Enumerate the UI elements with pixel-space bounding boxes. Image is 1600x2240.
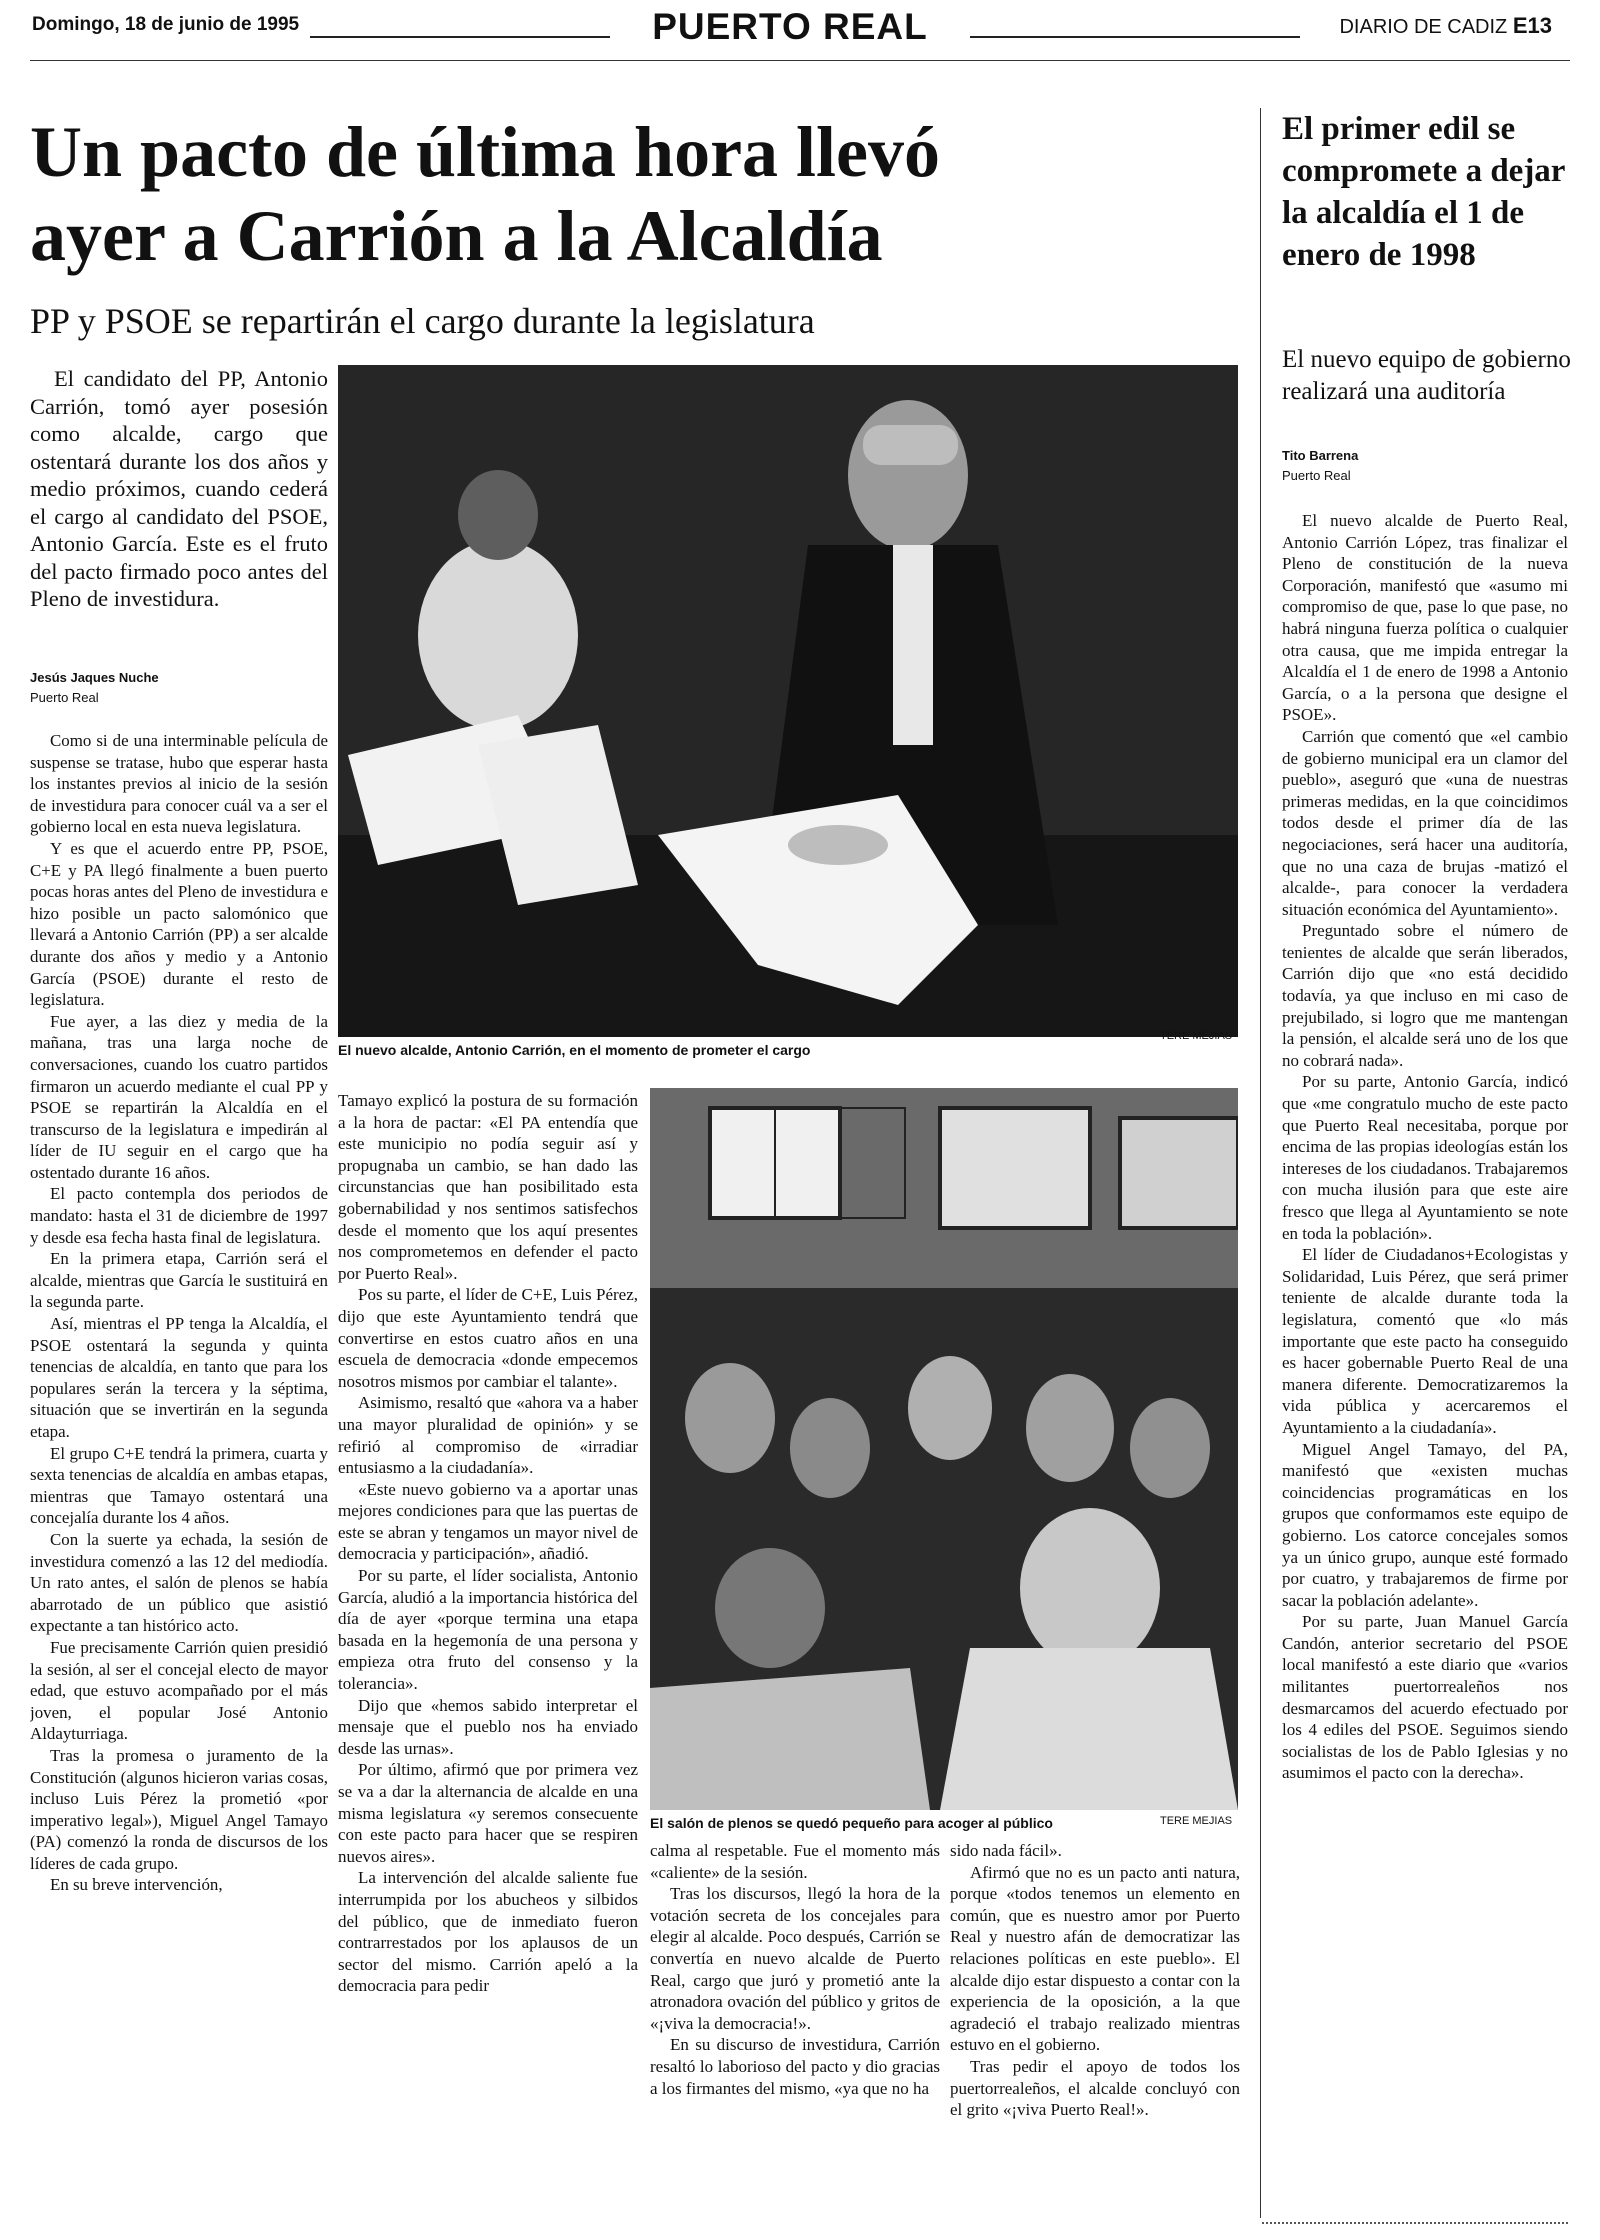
column-2-paragraph: Tamayo explicó la postura de su formación a la hora de pactar: «El PA entendía que este municipio no podía seguir así y propugnaba un cambio, se han dado las circunstancias que han posibilitado esta gobernabilidad y nos sentimos satisfechos desde el momento que los aquí presentes nos comprometemos en defender el pacto por Puerto Real». xyxy=(338,1091,638,1283)
article-location: Puerto Real xyxy=(30,690,99,705)
column-2-paragraph: Por último, afirmó que por primera vez se va a dar la alternancia de alcalde en una misma legislatura «y seremos consecuente con este pacto para hacer que se respiren nuevos aires». xyxy=(338,1760,638,1866)
sidebar-paragraph: Por su parte, Antonio García, indicó que «me congratulo mucho de este pacto que Puerto Real necesitaba, porque por encima de las propias ideologías están los intereses de los ciudadanos. Trabajaremos con mucha ilusión para que este aire fresco que llega al Ayuntamiento se note en toda la población». xyxy=(1282,1072,1568,1243)
column-1-paragraph: En su breve intervención, xyxy=(50,1875,223,1895)
column-4-paragraph: Tras pedir el apoyo de todos los puertorrealeños, el alcalde concluyó con el grito «¡viva Puerto Real!». xyxy=(950,2056,1240,2120)
photo-audience-credit: TERE MEJIAS xyxy=(1160,1815,1233,1827)
column-2-paragraph: Asimismo, resaltó que «ahora va a haber una mayor pluralidad de opinión» y se refirió al compromiso de «irradiar entusiasmo a la ciudadanía». xyxy=(338,1393,638,1478)
column-1-paragraph: El grupo C+E tendrá la primera, cuarta y sexta tenencias de alcaldía en ambas etapas, mientras que Tamayo ostentará una concejalía durante los 4 años. xyxy=(30,1443,328,1528)
column-4-paragraph: sido nada fácil». xyxy=(950,1841,1062,1860)
masthead-date: Domingo, 18 de junio de 1995 xyxy=(32,14,300,35)
column-2-paragraph: La intervención del alcalde saliente fue interrumpida por los abucheos y silbidos del público, que de inmediato fueron contrarrestados por los aplausos de un sector del mismo. Carrión apeló a la democracia para pedir xyxy=(338,1868,638,1996)
sidebar-paragraph: El nuevo alcalde de Puerto Real, Antonio Carrión López, tras finalizar el Pleno de constitución de la nueva Corporación, manifestó que «asumo mi compromiso de que, pase lo que pase, no habrá ninguna fuerza política o cualquier otra causa, que me impida entregar la Alcaldía el 1 de enero de 1998 a Antonio García, o a la persona que designe el PSOE». xyxy=(1282,511,1568,725)
column-2-paragraph: Por su parte, el líder socialista, Antonio García, aludió a la importancia histórica del día de ayer «porque termina una etapa basada en la hegemonía de una persona y empieza otra fruto del consenso y la tolerancia». xyxy=(338,1566,638,1694)
photo-audience xyxy=(650,1088,1238,1810)
article-author: Jesús Jaques Nuche xyxy=(30,670,159,685)
column-1-paragraph: Tras la promesa o juramento de la Constitución (algunos hicieron varias cosas, incluso Luis Pérez la prometió «por imperativo legal»), Miguel Angel Tamayo (PA) comenzó la ronda de discursos de los líderes de cada grupo. xyxy=(30,1745,328,1873)
article-column-2 xyxy=(338,1090,638,2225)
photo-mayor-oath xyxy=(338,365,1238,1037)
sidebar-paragraph: Miguel Angel Tamayo, del PA, manifestó que «existen muchas coincidencias programáticas en los grupos que conformamos este equipo de gobierno. Los catorce concejales somos ya un único grupo, aunque esté formado por cuatro, y trabajaremos de firme por sacar la población adelante». xyxy=(1282,1439,1568,1610)
sidebar-paragraph: Por su parte, Juan Manuel García Candón, anterior secretario del PSOE local manifestó a este diario que «varios militantes puertorrealeños nos desmarcamos del acuerdo efectuado por los 4 ediles del PSOE. Seguimos siendo socialistas de los de Pablo Iglesias y no asumimos el pacto con la derecha». xyxy=(1282,1612,1568,1783)
sidebar-paragraph: Carrión que comentó que «el cambio de gobierno municipal era un clamor del pueblo», aseguró que «una de nuestras primeras medidas, en la que coincidimos todos desde el primer día de las negociaciones, será hacer una auditoría, que no una caza de brujas -matizó el alcalde-, para conocer la verdadera situación económica del Ayuntamiento». xyxy=(1282,726,1568,919)
sidebar-body xyxy=(1282,510,1568,2218)
headline-line-1: Un pacto de última hora llevó xyxy=(30,112,940,192)
masthead-paper-name: DIARIO DE CADIZ xyxy=(1339,16,1508,38)
column-4-paragraph: Afirmó que no es un pacto anti natura, porque «todos tenemos un elemento en común, que es nuestro amor por Puerto Real y nuestro afán de democratizar las relaciones políticas en este pueblo». El alcalde dijo estar dispuesto a contar con la experiencia de la oposición, a la que agradeció el trabajo realizado mientras estuvo en el gobierno. xyxy=(950,1862,1240,2055)
column-2-paragraph: «Este nuevo gobierno va a aportar unas mejores condiciones para que las puertas de este se abran y tengamos un mayor nivel de democracia y participación», añadió. xyxy=(338,1479,638,1564)
column-1-paragraph: Fue precisamente Carrión quien presidió la sesión, al ser el concejal electo de mayor edad, que estuvo acompañado por el más joven, el popular José Antonio Aldayturriaga. xyxy=(30,1637,328,1744)
sidebar-location: Puerto Real xyxy=(1282,468,1351,483)
column-2-paragraph: Dijo que «hemos sabido interpretar el mensaje que el pueblo nos ha enviado desde las urnas». xyxy=(338,1695,638,1758)
article-subhead: PP y PSOE se repartirán el cargo durante la legislatura xyxy=(30,301,815,341)
column-1-paragraph: Así, mientras el PP tenga la Alcaldía, el PSOE ostentará la segunda y quinta tenencias de alcaldía, en tanto que para los populares serán la tercera y la séptima, situación que se invertirán en la segunda etapa. xyxy=(30,1314,328,1441)
article-headline xyxy=(30,110,1230,278)
sidebar-paragraph: Preguntado sobre el número de tenientes de alcalde que serán liberados, Carrión dijo que «no está decidido todavía, ya que incluso en mi caso de prejubilado, si logro que me mantengan la pensión, el alcalde será uno de los que no cobrará nada». xyxy=(1282,921,1568,1070)
photo-audience-image xyxy=(650,1088,1238,1810)
sidebar-paragraph: El líder de Ciudadanos+Ecologistas y Solidaridad, Luis Pérez, que será primer teniente de alcalde durante toda la legislatura, comentó que «lo más importante que este pacto ha conseguido es hacer gobernable Puerto Real de una manera diferente. Democratizaremos la vida pública y acercaremos el Ayuntamiento a la ciudadanía». xyxy=(1282,1245,1568,1437)
column-1-paragraph: Y es que el acuerdo entre PP, PSOE, C+E y PA llegó finalmente a buen puerto pocas horas antes del Pleno de investidura e hizo posible un pacto salomónico que llevará a Antonio Carrión (PP) a ser alcalde durante dos años y medio y a Antonio García (PSOE) durante el resto de legislatura. xyxy=(30,838,328,1010)
photo-mayor-oath-image xyxy=(338,365,1238,1037)
photo-mayor-oath-credit: TERE MEJIAS xyxy=(1160,1030,1233,1042)
masthead-section: PUERTO REAL xyxy=(652,6,928,47)
column-3-paragraph: calma al respetable. Fue el momento más «caliente» de la sesión. xyxy=(650,1841,940,1882)
sidebar-bottom-rule xyxy=(1262,2222,1568,2224)
column-1-paragraph: Fue ayer, a las diez y media de la mañana, tras una larga noche de conversaciones, cuando los cuatro partidos firmaron un acuerdo mediante el cual PP y PSOE se repartirán la Alcaldía en el transcurso de la legislatura e impedirán al líder de IU seguir en el cargo que ha ostentado durante 16 años. xyxy=(30,1011,328,1182)
column-1-paragraph: El pacto contempla dos periodos de mandato: hasta el 31 de diciembre de 1997 y desde esa fecha hasta final de legislatura. xyxy=(30,1184,328,1247)
column-2-paragraph: Pos su parte, el líder de C+E, Luis Pérez, dijo que este Ayuntamiento tendrá que convertirse en estos cuatro años en una escuela de democracia «donde empecemos nosotros mismos por cambiar el talante». xyxy=(338,1285,638,1391)
masthead-paper xyxy=(1339,13,1552,39)
sidebar-author: Tito Barrena xyxy=(1282,448,1359,463)
photo-audience-caption: El salón de plenos se quedó pequeño para acoger al público xyxy=(650,1815,1053,1831)
photo-mayor-oath-caption: El nuevo alcalde, Antonio Carrión, en el momento de prometer el cargo xyxy=(338,1042,811,1058)
sidebar-headline: El primer edil se compromete a dejar la alcaldía el 1 de enero de 1998 xyxy=(1282,111,1565,273)
column-1-paragraph: En la primera etapa, Carrión será el alcalde, mientras que García le sustituirá en la segunda parte. xyxy=(30,1249,328,1312)
article-lead: El candidato del PP, Antonio Carrión, tomó ayer posesión como alcalde, cargo que ostentará durante los dos años y medio próximos, cuando cederá el cargo al candidato del PSOE, Antonio García. Este es el fruto del pacto firmado poco antes del Pleno de investidura. xyxy=(30,366,328,611)
headline-line-2: ayer a Carrión a la Alcaldía xyxy=(30,196,883,276)
masthead-page-number: E13 xyxy=(1512,13,1552,38)
masthead-divider xyxy=(30,60,1570,61)
column-1-paragraph: Con la suerte ya echada, la sesión de investidura comenzó a las 12 del mediodía. Un rato antes, el salón de plenos se había abarrotado de un público que asistió expectante a tan histórico acto. xyxy=(30,1529,328,1636)
article-column-3 xyxy=(650,1840,940,2225)
column-3-paragraph: En su discurso de investidura, Carrión resaltó lo laborioso del pacto y dio gracias a los firmantes del mismo, «ya que no ha xyxy=(650,2035,940,2098)
article-column-1 xyxy=(30,730,328,2225)
column-3-paragraph: Tras los discursos, llegó la hora de la votación secreta de los concejales para elegir al alcalde. Poco después, Carrión se convertía en nuevo alcalde de Puerto Real, cargo que juró y prometió ante la atronadora ovación del público y gritos de «¡viva la democracia!». xyxy=(650,1884,940,2033)
article-column-4 xyxy=(950,1840,1240,2225)
sidebar-divider xyxy=(1260,108,1261,2218)
column-1-paragraph: Como si de una interminable película de suspense se tratase, hubo que esperar hasta los instantes previos al inicio de la sesión de investidura para conocer cuál va a ser el gobierno local en esta nueva legislatura. xyxy=(30,731,328,837)
sidebar-deck: El nuevo equipo de gobierno realizará una auditoría xyxy=(1282,346,1571,405)
masthead-rule-left xyxy=(310,36,610,38)
masthead-rule-right xyxy=(970,36,1300,38)
